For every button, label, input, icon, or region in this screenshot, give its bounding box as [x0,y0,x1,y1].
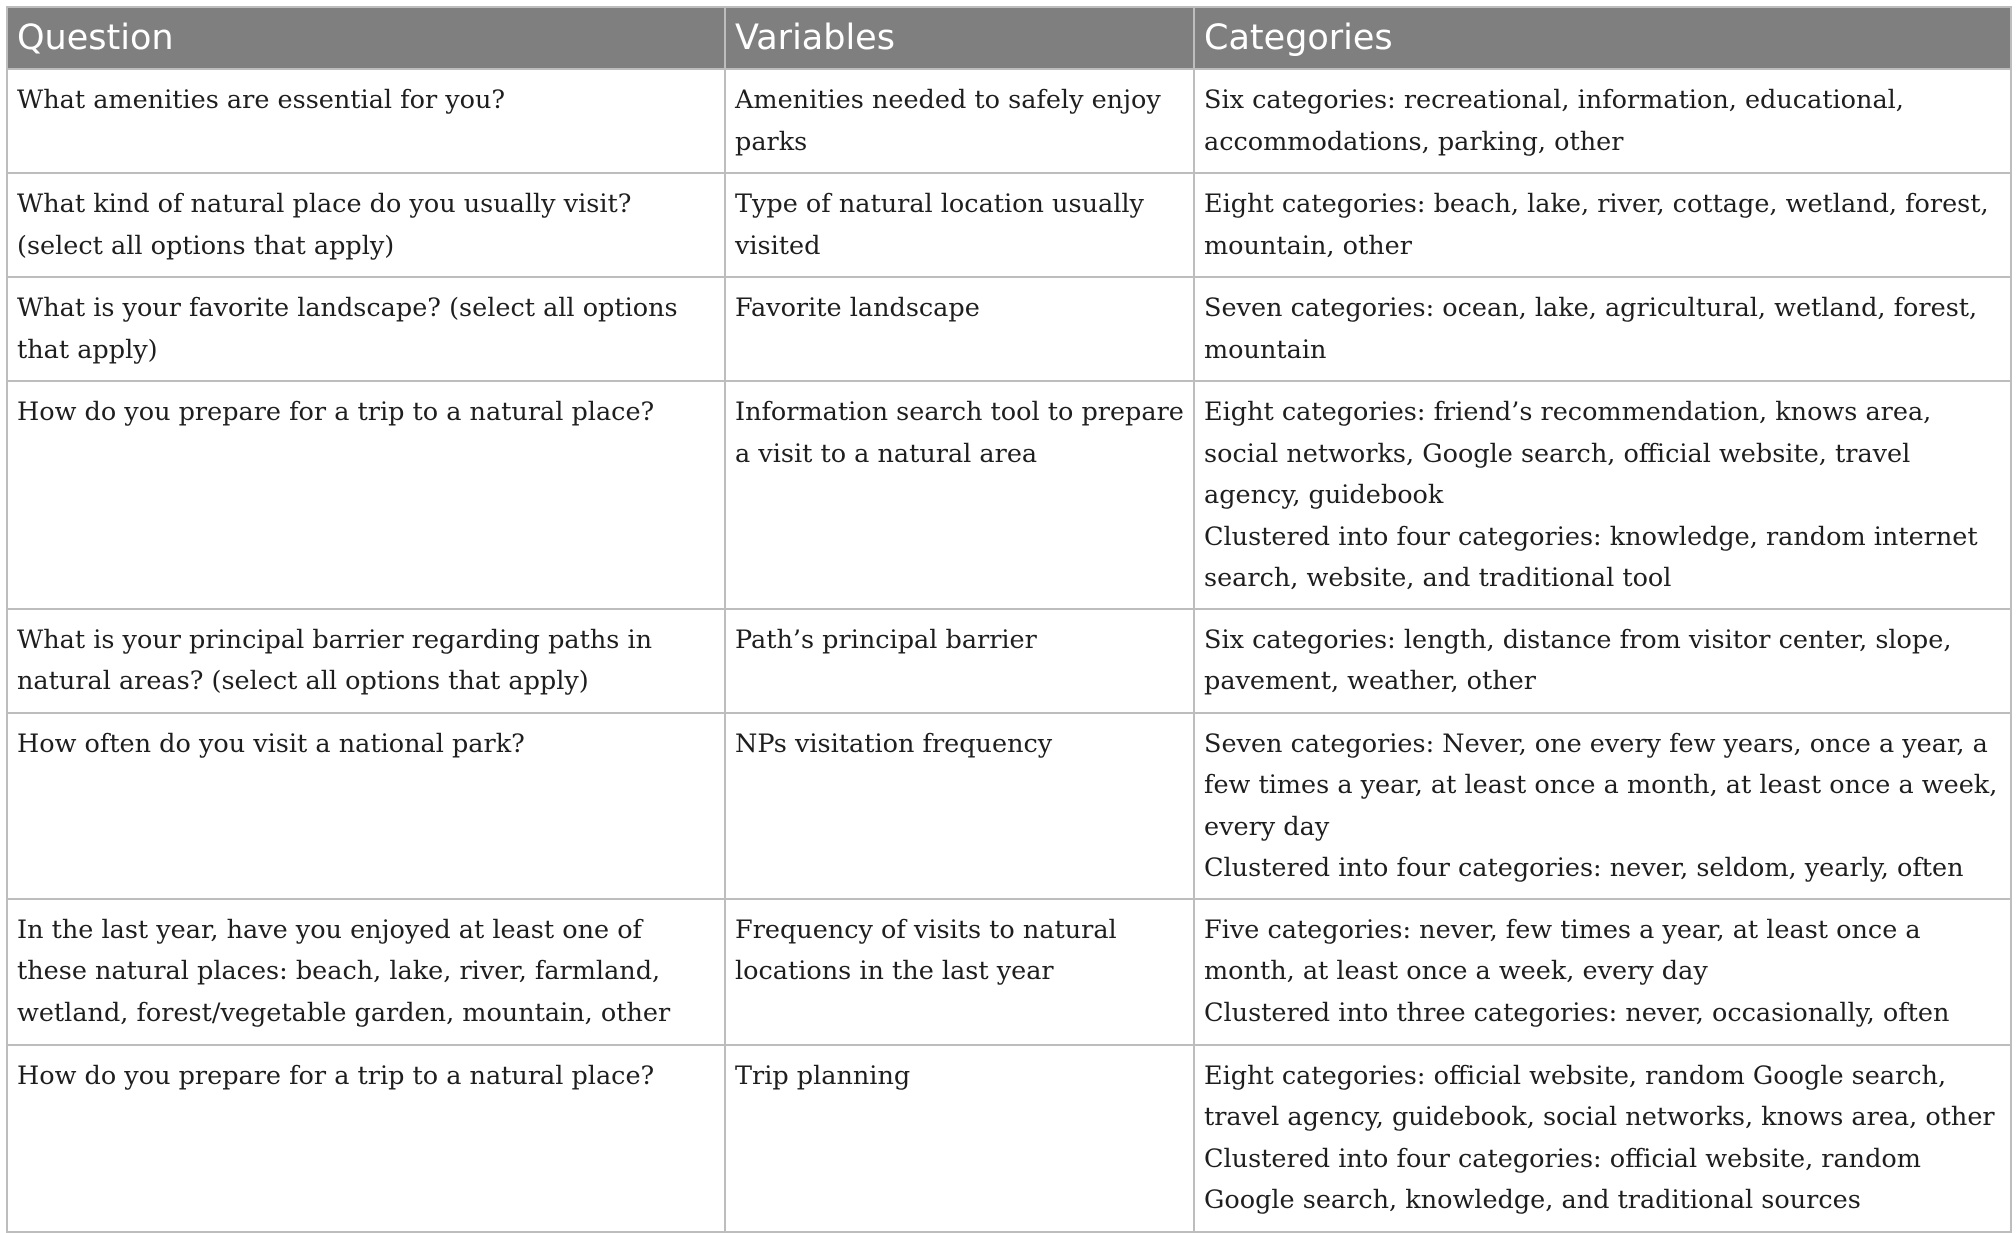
question-cell: How often do you visit a national park? [7,713,725,899]
categories-cell [1194,899,2011,1045]
data-table [6,6,2012,1233]
categories-cell [1194,69,2011,173]
table-row [7,1045,2011,1232]
question-cell: How do you prepare for a trip to a natural place? [7,1045,725,1232]
table-row [7,609,2011,713]
variable-cell: Type of natural location usually visited [725,173,1194,277]
table-header [7,7,2011,69]
categories-cell [1194,277,2011,381]
categories-clustered-text: Clustered into three categories: never, occasionally, often [1204,997,1950,1028]
variable-cell: Path’s principal barrier [725,609,1194,713]
categories-text: Eight categories: beach, lake, river, cottage, wetland, forest, mountain, other [1204,189,1989,261]
categories-clustered-text: Clustered into four categories: never, seldom, yearly, often [1204,853,1964,883]
question-cell: What is your favorite landscape? (select all options that apply) [7,277,725,381]
header-variables: Variables [725,7,1194,69]
table-row [7,69,2011,173]
question-cell: In the last year, have you enjoyed at least one of these natural places: beach, lake, river, farmland, wetland, forest/vegetable garden, mountain, other [7,899,725,1045]
question-cell: What kind of natural place do you usually visit? (select all options that apply) [7,173,725,277]
table-row [7,381,2011,609]
header-row [7,7,2011,69]
categories-cell [1194,609,2011,713]
categories-text: Six categories: recreational, information, educational, accommodations, parking, other [1204,85,1904,157]
variable-cell: Frequency of visits to natural locations in the last year [725,899,1194,1045]
categories-text: Seven categories: Never, one every few years, once a year, a few times a year, at least once a month, at least once a week, every day [1204,728,1998,842]
categories-cell [1194,173,2011,277]
variable-cell: Amenities needed to safely enjoy parks [725,69,1194,173]
categories-cell [1194,1045,2011,1232]
question-cell: What is your principal barrier regarding paths in natural areas? (select all options that apply) [7,609,725,713]
categories-clustered-text: Clustered into four categories: knowledge, random internet search, website, and traditional tool [1204,521,1978,593]
variable-cell: Information search tool to prepare a visit to a natural area [725,381,1194,609]
categories-text: Eight categories: friend’s recommendation, knows area, social networks, Google search, official website, travel agency, guidebook [1204,397,1932,510]
categories-text: Eight categories: official website, random Google search, travel agency, guidebook, social networks, knows area, other [1204,1060,1995,1132]
variable-cell: Trip planning [725,1045,1194,1232]
categories-text: Five categories: never, few times a year, at least once a month, at least once a week, every day [1204,914,1921,986]
variable-cell: NPs visitation frequency [725,713,1194,899]
table-row [7,899,2011,1045]
variable-cell: Favorite landscape [725,277,1194,381]
table-row [7,173,2011,277]
table-row [7,713,2011,899]
categories-text: Seven categories: ocean, lake, agricultural, wetland, forest, mountain [1204,293,1978,365]
question-cell: What amenities are essential for you? [7,69,725,173]
table-row [7,277,2011,381]
categories-text: Six categories: length, distance from visitor center, slope, pavement, weather, other [1204,624,1952,696]
header-question: Question [7,7,725,69]
categories-cell [1194,713,2011,899]
categories-cell [1194,381,2011,609]
header-categories: Categories [1194,7,2011,69]
categories-clustered-text: Clustered into four categories: official website, random Google search, knowledge, and traditional sources [1204,1143,1921,1215]
table-body [7,69,2011,1232]
question-cell: How do you prepare for a trip to a natural place? [7,381,725,609]
survey-variables-table [6,6,2010,1233]
